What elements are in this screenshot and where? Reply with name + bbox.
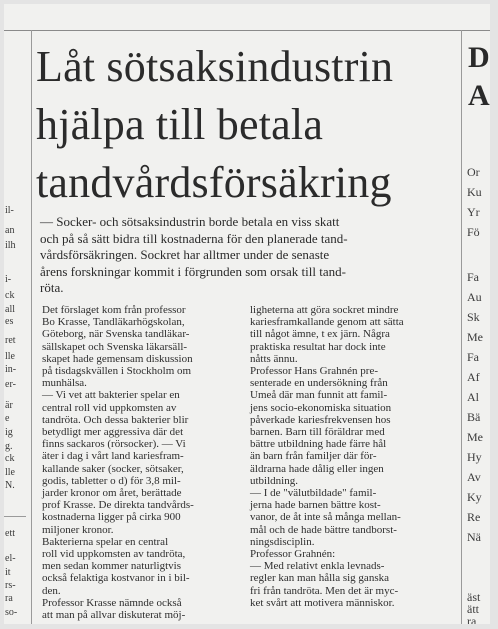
left-fragment: är [5,400,13,411]
left-fragment: il- [5,205,14,216]
body-line: ligheterna att göra sockret mindre [250,304,399,316]
right-fragment: Me [467,430,483,444]
right-fragment: ätt [467,602,479,616]
right-fragment: Al [467,390,479,404]
body-line: ningsdisciplin. [250,535,315,548]
body-line: Det förslaget kom från professor [42,304,186,316]
right-fragment: Yr [467,205,480,219]
right-fragment: Bä [467,410,481,424]
lead-line: årens forskningar kommit i förgrunden som orsak till tand- [40,263,346,279]
body-line: ket svårt att motivera människor. [250,596,395,609]
right-column-rule [461,30,462,624]
body-line: — Vi vet att bakterier spelar en [42,389,180,402]
right-fragment: Ku [467,185,482,199]
right-fragment: Af [467,370,480,384]
right-fragment: Sk [467,310,480,324]
lead-line: vårdsförsäkringen. Sockret har alltmer under de senaste [40,247,330,262]
article-body-right-column [250,304,452,609]
left-fragment: lle [5,351,15,362]
right-fragment: Fa [467,350,479,364]
body-line: skapet hade gemensam diskussion [42,352,193,365]
body-line: äter i dag i vårt land kariesfram- [42,450,184,463]
right-fragment: Au [467,290,482,304]
body-line: att man på allvar diskuterat möj- [42,609,186,622]
body-line: än barn från familjer där för- [250,450,377,463]
body-line: Umeå där man funnit att famil- [250,389,388,402]
left-fragment: lle [5,467,15,478]
left-fragment: el- [5,553,16,564]
body-line: nåtts ännu. [250,352,298,365]
left-fragment: ilh [5,240,16,251]
left-fragment: ret [5,335,16,346]
lead-line: och på så sätt bidra till kostnaderna för den planerade tand- [40,230,348,246]
left-column-rule [31,30,32,624]
left-fragment: rs- [5,580,16,591]
body-line: roll vid uppkomsten av tandröta, [42,548,186,561]
right-fragment: Av [467,470,481,484]
left-fragment: ig [5,427,13,438]
right-fragment: Or [467,165,480,179]
body-line: kostnaderna ligger på cirka 900 [42,511,181,524]
body-line: men sedan kommer naturligtvis [42,560,181,573]
body-line: jens socio-ekonomiska situation [250,401,392,414]
left-fragment: it [5,567,11,578]
headline-line: hjälpa till betala [36,100,324,149]
body-line: sällskapet och Svenska läkarsäll- [42,340,188,353]
body-line: Professor Hans Grahnén pre- [250,365,378,378]
body-line: finns sackaros (rörsocker). — Vi [42,438,186,451]
body-line: Bakterierna spelar en central [42,535,169,548]
body-line: vanor, de åt inte så många mellan- [250,511,401,524]
article-headline [36,38,456,212]
headline-line: Låt sötsaksindustrin [36,42,394,91]
right-fragment: äst [467,590,481,604]
body-line: äldrarna hade dålig eller ingen [250,462,384,475]
body-line: Bo Krasse, Tandläkarhögskolan, [42,316,185,329]
right-fragment: Me [467,330,483,344]
body-line: kariesframkallande genom att sätta [250,316,404,329]
right-fragment: Fö [467,225,480,239]
body-line: praktiska resultat har dock inte [250,340,386,353]
right-fragment: Re [467,510,481,524]
body-line: den. [42,584,61,597]
top-rule [4,30,490,31]
left-fragment: an [5,225,15,236]
left-fragment: ra [5,593,13,604]
body-line: — I de "välutbildade" famil- [250,487,377,500]
body-line: central roll vid uppkomsten av [42,401,177,414]
body-line: prof Krasse. De direkta tandvårds- [42,499,194,512]
left-fragment: so- [5,607,18,618]
body-line: Göteborg, när Svenska tandläkar- [42,328,190,341]
left-fragment: g. [5,441,13,452]
body-line: jerna hade barnen bättre kost- [250,499,381,512]
left-fragment: i- [5,274,12,285]
left-fragment: e [5,413,10,424]
article-body-left-column [42,304,244,621]
body-line: miljoner kronor. [42,523,114,536]
right-fragment: Nä [467,530,481,544]
right-fragment: Hy [467,450,482,464]
body-line: påverkade kariesfrekvensen hos [250,413,391,426]
right-headline-fragment: A [468,79,490,112]
body-line: munhälsa. [42,377,87,390]
body-line: utbildning. [250,474,298,487]
body-line: godis, tabletter o d) för 3,8 mil- [42,474,181,487]
body-line: Professor Krasse nämnde också [42,596,182,609]
body-line: Professor Grahnén: [250,548,336,561]
newspaper-page [4,4,490,624]
body-line: fri från tandröta. Men det är myc- [250,584,399,597]
left-section-rule [4,516,26,517]
left-fragment: es [5,316,14,327]
headline-line: tandvårdsförsäkring [36,158,392,207]
right-fragment: ra [467,614,477,624]
left-fragment: all [5,304,15,315]
body-line: betydligt mer aggressiva där det [42,426,184,439]
left-fragment: ett [5,528,15,539]
body-line: kallande saker (socker, sötsaker, [42,462,184,475]
body-line: — Med relativt enkla levnads- [250,560,385,573]
left-fragment: ck [5,453,15,464]
body-line: mål och de hade bättre tandborst- [250,523,397,536]
body-line: bättre utbildning hade färre hål [250,438,387,451]
body-line: senterade en undersökning från [250,377,388,390]
body-line: till något ämne, t ex järn. Några [250,328,390,341]
right-fragment: Ky [467,490,482,504]
body-line: på tisdagskvällen i Stockholm om [42,365,192,378]
right-headline-fragment: D [468,41,490,74]
left-fragment: N. [5,480,15,491]
body-line: jarder kronor om året, berättade [42,487,182,500]
left-fragment: er- [5,379,16,390]
left-fragment: in- [5,364,17,375]
lead-line: röta. [40,280,64,295]
body-line: tandröta. Och dessa bakterier blir [42,413,189,426]
lead-line: — Socker- och sötsaksindustrin borde betala en viss skatt [40,214,340,229]
body-line: regler kan man hålla sig ganska [250,572,389,585]
body-line: barnen. Barn till föräldrar med [250,426,385,439]
left-fragment: ck [5,290,15,301]
right-fragment: Fa [467,270,479,284]
body-line: också felaktiga kostvanor in i bil- [42,572,190,585]
article-lead [40,214,452,297]
